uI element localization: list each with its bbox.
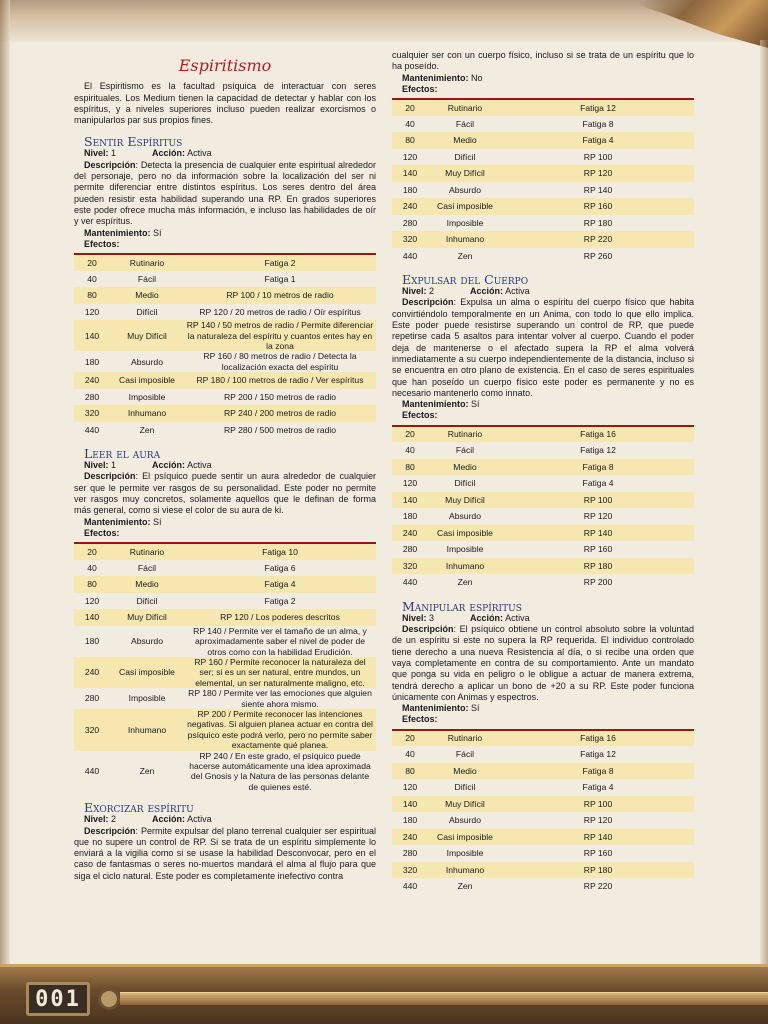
effect-difficulty: Casi imposible	[437, 831, 493, 842]
effect-result: RP 160 / Permite reconocer la naturaleza del ser; si es un ser natural, entre mundos, un elemental, un ser naturalmente maligno, etc.	[194, 656, 366, 688]
mantenimiento-value: Sí	[471, 399, 480, 410]
effect-result: Fatiga 8	[582, 118, 614, 129]
effect-result: RP 100	[583, 494, 613, 505]
effect-row	[392, 508, 694, 525]
effect-row	[392, 248, 694, 265]
effect-threshold: 140	[402, 168, 418, 179]
page-number: 001	[26, 982, 90, 1016]
effect-difficulty: Inhumano	[127, 408, 167, 419]
effect-result: RP 140	[583, 831, 613, 842]
effect-row	[392, 525, 694, 542]
effect-difficulty: Rutinario	[129, 546, 165, 557]
effect-difficulty: Medio	[453, 765, 477, 776]
effect-result: RP 180 / Permite ver las emociones que alguien siente ahora mismo.	[188, 688, 372, 709]
effect-difficulty: Inhumano	[445, 234, 485, 245]
effect-threshold: 280	[84, 693, 100, 704]
power-meta	[74, 460, 376, 471]
effect-row	[392, 541, 694, 558]
effects-table	[392, 425, 694, 591]
effect-threshold: 40	[87, 562, 97, 573]
effect-threshold: 80	[87, 290, 97, 301]
effect-result: RP 160	[583, 544, 613, 555]
effect-threshold: 440	[402, 881, 418, 892]
effect-difficulty: Muy Difícil	[127, 612, 167, 623]
mantenimiento-line	[392, 703, 694, 714]
effect-difficulty: Casi imposible	[437, 201, 493, 212]
effect-result: RP 220	[583, 881, 613, 892]
effect-result: Fatiga 16	[580, 733, 616, 744]
effect-threshold: 240	[84, 375, 100, 386]
descripcion-label: Descripción	[84, 159, 136, 170]
effect-difficulty: Zen	[457, 881, 473, 892]
effect-row	[392, 99, 694, 116]
effect-row	[392, 132, 694, 149]
effect-result: RP 100	[583, 151, 613, 162]
effect-threshold: 180	[402, 184, 418, 195]
effect-row	[74, 609, 376, 626]
power-title: Expulsar del Cuerpo	[402, 272, 529, 288]
effects-table	[392, 729, 694, 895]
effect-result: RP 140 / 50 metros de radio / Permite diferenciar la naturaleza del espíritu y cuantos entes hay en la zona	[186, 320, 374, 351]
effect-threshold: 80	[87, 579, 97, 590]
effects-table	[74, 253, 376, 438]
effect-result: RP 120	[583, 168, 613, 179]
effect-difficulty: Fácil	[455, 118, 475, 129]
effects-table	[74, 542, 376, 792]
accion-label: Acción:	[152, 460, 186, 471]
effect-threshold: 180	[402, 815, 418, 826]
effect-row	[392, 763, 694, 780]
left-column	[74, 52, 376, 882]
effect-threshold: 140	[402, 798, 418, 809]
accion-label: Acción:	[152, 148, 186, 159]
effect-row	[74, 287, 376, 304]
effect-difficulty: Imposible	[128, 391, 166, 402]
nivel-value: 1	[111, 148, 117, 159]
power-description	[74, 471, 376, 516]
effect-result: Fatiga 4	[582, 478, 614, 489]
effect-row	[74, 254, 376, 271]
effect-threshold: 80	[405, 135, 415, 146]
power-section	[74, 801, 376, 882]
efectos-line	[392, 84, 694, 95]
effect-row	[74, 320, 376, 351]
power-meta	[74, 148, 376, 159]
effect-row	[392, 231, 694, 248]
accion-value: Activa	[187, 814, 212, 825]
effect-result: Fatiga 8	[582, 765, 614, 776]
effect-difficulty: Medio	[453, 461, 477, 472]
effect-row	[74, 422, 376, 439]
effect-result: RP 200 / 150 metros de radio	[223, 391, 337, 402]
effect-row	[392, 558, 694, 575]
power-description	[74, 826, 376, 882]
effect-result: RP 240 / En este grado, el psíquico puede hacerse automáticamente una idea aproximada del Gnosis y la Natura de las personas delante de quienes esté.	[189, 750, 371, 792]
nivel-label: Nivel:	[84, 148, 109, 159]
effect-difficulty: Imposible	[446, 848, 484, 859]
efectos-label: Efectos:	[84, 238, 120, 249]
effect-difficulty: Medio	[453, 135, 477, 146]
mantenimiento-value: Sí	[153, 516, 162, 527]
nivel-value: 2	[429, 286, 435, 297]
right-column	[392, 50, 694, 895]
effect-threshold: 120	[402, 151, 418, 162]
effect-result: Fatiga 4	[582, 782, 614, 793]
efectos-label: Efectos:	[402, 714, 438, 725]
effect-result: Fatiga 1	[264, 273, 296, 284]
power-section	[74, 447, 376, 792]
effect-difficulty: Casi imposible	[119, 375, 175, 386]
effect-threshold: 180	[402, 511, 418, 522]
effect-result: RP 180 / 100 metros de radio / Ver espíritus	[196, 375, 364, 386]
nivel-value: 3	[429, 612, 435, 623]
efectos-label: Efectos:	[84, 527, 120, 538]
effects-table	[392, 98, 694, 264]
efectos-line	[392, 410, 694, 421]
effect-result: RP 100	[583, 798, 613, 809]
effect-difficulty: Fácil	[137, 562, 157, 573]
effect-difficulty: Medio	[135, 290, 159, 301]
effect-result: Fatiga 12	[580, 749, 616, 760]
effect-threshold: 120	[84, 595, 100, 606]
effect-difficulty: Zen	[139, 766, 155, 777]
effect-result: RP 140 / Permite ver el tamaño de un alma, y aproximadamente saber el nivel de poder de otros como con la habilidad Erudición.	[193, 625, 367, 657]
effect-row	[74, 389, 376, 406]
effect-result: Fatiga 8	[582, 461, 614, 472]
power-title: Leer el aura	[84, 446, 161, 462]
effect-threshold: 440	[84, 766, 100, 777]
effect-row	[392, 862, 694, 879]
effect-difficulty: Zen	[139, 424, 155, 435]
effect-difficulty: Rutinario	[129, 257, 165, 268]
effect-row	[392, 878, 694, 895]
effect-result: Fatiga 12	[580, 445, 616, 456]
nivel-label: Nivel:	[402, 286, 427, 297]
effect-difficulty: Fácil	[137, 273, 157, 284]
effect-difficulty: Muy Difícil	[127, 330, 167, 341]
effect-row	[74, 576, 376, 593]
effect-row	[392, 149, 694, 166]
effect-row	[74, 372, 376, 389]
effect-row	[74, 751, 376, 793]
effect-threshold: 320	[402, 560, 418, 571]
effect-threshold: 120	[84, 306, 100, 317]
mantenimiento-line	[392, 73, 694, 84]
effect-difficulty: Inhumano	[127, 724, 167, 735]
effect-threshold: 240	[402, 527, 418, 538]
effect-result: RP 180	[583, 864, 613, 875]
effect-threshold: 140	[84, 612, 100, 623]
nivel-label: Nivel:	[402, 612, 427, 623]
page-frame-bottom-band	[120, 992, 768, 1006]
effect-difficulty: Imposible	[128, 693, 166, 704]
effect-threshold: 280	[402, 544, 418, 555]
effect-difficulty: Imposible	[446, 544, 484, 555]
effect-threshold: 20	[87, 257, 97, 268]
effect-threshold: 20	[405, 429, 415, 440]
effect-row	[392, 182, 694, 199]
power-meta	[392, 286, 694, 297]
effect-row	[392, 845, 694, 862]
effect-difficulty: Zen	[457, 250, 473, 261]
descripcion-label: Descripción	[84, 825, 136, 836]
effect-difficulty: Difícil	[136, 595, 158, 606]
effect-threshold: 280	[402, 848, 418, 859]
effect-row	[74, 271, 376, 288]
mantenimiento-label: Mantenimiento:	[84, 516, 151, 527]
effect-result: RP 140	[583, 527, 613, 538]
effect-row	[392, 812, 694, 829]
effect-threshold: 80	[405, 765, 415, 776]
page-title: Espiritismo	[178, 56, 272, 75]
effect-row	[392, 829, 694, 846]
efectos-line	[392, 714, 694, 725]
effect-threshold: 180	[84, 356, 100, 367]
effect-row	[74, 304, 376, 321]
effect-row	[74, 626, 376, 657]
accion-value: Activa	[505, 612, 530, 623]
effect-row	[74, 405, 376, 422]
efectos-label: Efectos:	[402, 410, 438, 421]
effect-row	[74, 560, 376, 577]
effect-difficulty: Rutinario	[447, 429, 483, 440]
power-meta	[74, 814, 376, 825]
intro-paragraph: El Espiritismo es la facultad psíquica de interactuar con seres espirituales. Los Medium tienen la capacidad de detectar y hablar con los espíritus, y a niveles superiores incluso pueden realizar exorcismos o manipularlos par sus propios fines.	[74, 81, 376, 126]
effect-threshold: 20	[405, 733, 415, 744]
effect-threshold: 320	[402, 864, 418, 875]
descripcion-label: Descripción	[402, 624, 454, 635]
effect-threshold: 180	[84, 636, 100, 647]
descripcion-text: : El psíquico obtiene un control absoluto sobre la voluntad de un espíritu si este no supera la RP requerida. El individuo controlado tiene derecho a una nueva Resistencia al día, o si recibe una orden que vaya completamente en contra de su comportamiento. Ante un mandato que ponga su vida en peligro o le obligue a actuar de manera extrema, tendrá derecho a aplicar un bono de +20 a su RP. Este poder funciona únicamente con Animas y espectros.	[392, 624, 694, 702]
effect-difficulty: Difícil	[136, 306, 158, 317]
descripcion-label: Descripción	[402, 297, 454, 308]
efectos-label: Efectos:	[402, 83, 438, 94]
power-description-continued: cualquier ser con un cuerpo físico, incluso si se trata de un espíritu que lo ha poseído.	[392, 50, 694, 72]
effect-difficulty: Zen	[457, 577, 473, 588]
effect-row	[392, 459, 694, 476]
effect-difficulty: Fácil	[455, 445, 475, 456]
power-section	[392, 600, 694, 895]
effect-threshold: 280	[402, 217, 418, 228]
effect-result: RP 160 / 80 metros de radio / Detecta la localización exacta del espíritu	[203, 351, 357, 372]
effect-result: RP 160	[583, 848, 613, 859]
mantenimiento-value: No	[471, 72, 483, 83]
effect-threshold: 280	[84, 391, 100, 402]
effect-result: Fatiga 4	[264, 579, 296, 590]
effect-threshold: 80	[405, 461, 415, 472]
effect-difficulty: Difícil	[454, 782, 476, 793]
accion-label: Acción:	[470, 612, 504, 623]
power-section	[74, 135, 376, 438]
effect-difficulty: Difícil	[454, 151, 476, 162]
effect-result: RP 140	[583, 184, 613, 195]
power-description	[74, 160, 376, 228]
effect-difficulty: Difícil	[454, 478, 476, 489]
effect-row	[392, 116, 694, 133]
effect-threshold: 40	[405, 749, 415, 760]
effect-row	[392, 746, 694, 763]
accion-value: Activa	[187, 148, 212, 159]
power-description	[392, 624, 694, 703]
power-title: Sentir Espíritus	[84, 134, 183, 150]
effect-difficulty: Absurdo	[448, 815, 481, 826]
effect-difficulty: Casi imposible	[437, 527, 493, 538]
effect-threshold: 240	[402, 831, 418, 842]
effect-threshold: 440	[402, 577, 418, 588]
effect-threshold: 120	[402, 478, 418, 489]
effect-row	[74, 657, 376, 688]
effect-threshold: 40	[405, 445, 415, 456]
effect-difficulty: Muy Difícil	[445, 168, 485, 179]
effect-result: RP 220	[583, 234, 613, 245]
effect-threshold: 120	[402, 782, 418, 793]
effect-result: RP 200 / Permite reconocer las intenciones negativas. Si alguien planea actuar en contra del psíquico este podrá verlo, pero no permite saber exactamente qué planea.	[187, 709, 373, 751]
effect-result: Fatiga 16	[580, 429, 616, 440]
mantenimiento-value: Sí	[471, 703, 480, 714]
effect-difficulty: Inhumano	[445, 864, 485, 875]
effect-threshold: 140	[84, 330, 100, 341]
effect-result: RP 180	[583, 217, 613, 228]
effect-difficulty: Rutinario	[447, 733, 483, 744]
effect-difficulty: Inhumano	[445, 560, 485, 571]
effect-row	[392, 165, 694, 182]
descripcion-label: Descripción	[84, 471, 136, 482]
descripcion-text: : Expulsa un alma o espíritu del cuerpo físico que habita convirtiéndolo temporalmente en un Anima, con todo lo que ello implica. Este poder puede resistirse superando un control de RP, que puede repetirse cada 5 asaltos para intentar volver al cuerpo. Cuando el poder deja de mantenerse o el afectado supera la RP el alma volverá inmediatamente a su cuerpo independientemente de la distancia, incluso si se encuentra en otro plano de existencia. En el caso de seres espirituales que han poseído un cuerpo físico este poder es permanente y no es necesario mantenerlo como innato.	[392, 297, 694, 398]
effect-row	[74, 543, 376, 560]
effect-threshold: 320	[402, 234, 418, 245]
effect-threshold: 40	[87, 273, 97, 284]
mantenimiento-label: Mantenimiento:	[84, 227, 151, 238]
effect-row	[74, 351, 376, 372]
effect-row	[74, 593, 376, 610]
nivel-label: Nivel:	[84, 460, 109, 471]
power-meta	[392, 613, 694, 624]
effect-row	[74, 688, 376, 709]
mantenimiento-line	[74, 228, 376, 239]
nivel-value: 2	[111, 814, 117, 825]
effect-result: RP 160	[583, 201, 613, 212]
effect-row	[392, 492, 694, 509]
effect-result: RP 120 / 20 metros de radio / Oír espíritus	[199, 306, 361, 317]
effect-row	[392, 796, 694, 813]
effect-result: RP 280 / 500 metros de radio	[223, 424, 337, 435]
effect-threshold: 140	[402, 494, 418, 505]
effect-result: Fatiga 10	[262, 546, 298, 557]
effect-difficulty: Casi imposible	[119, 667, 175, 678]
accion-value: Activa	[187, 460, 212, 471]
effect-threshold: 20	[87, 546, 97, 557]
effect-difficulty: Absurdo	[448, 511, 481, 522]
effect-difficulty: Absurdo	[130, 636, 163, 647]
effect-row	[392, 730, 694, 747]
effect-difficulty: Medio	[135, 579, 159, 590]
mantenimiento-label: Mantenimiento:	[402, 703, 469, 714]
effect-difficulty: Rutinario	[447, 102, 483, 113]
effect-threshold: 240	[84, 667, 100, 678]
accion-value: Activa	[505, 286, 530, 297]
effect-result: RP 120 / Los poderes descritos	[220, 612, 340, 623]
effect-row	[74, 709, 376, 751]
effect-row	[392, 215, 694, 232]
efectos-line	[74, 528, 376, 539]
effect-threshold: 20	[405, 102, 415, 113]
accion-label: Acción:	[152, 814, 186, 825]
effect-row	[392, 442, 694, 459]
effect-result: RP 120	[583, 815, 613, 826]
effect-threshold: 320	[84, 408, 100, 419]
gear-icon	[98, 988, 120, 1010]
descripcion-text: : Detecta la presencia de cualquier ente espiritual alrededor del personaje, pero no da información sobre la localización del ser ni permite diferenciar entre distintos espíritus. Los seres dentro del área pueden resistir esta habilidad superando una RP. En grados superiores este poder ofrece mucha más información, e incluso las habilidades de oír y ver espíritus.	[74, 159, 376, 227]
effect-row	[392, 426, 694, 443]
effect-result: Fatiga 6	[264, 562, 296, 573]
effect-threshold: 440	[402, 250, 418, 261]
effect-row	[392, 475, 694, 492]
effect-difficulty: Absurdo	[448, 184, 481, 195]
effect-threshold: 40	[405, 118, 415, 129]
descripcion-text: : Permite expulsar del plano terrenal cualquier ser espiritual que no supere un control de RP. Si se trata de un espíritu simplemente lo enviará a la vigilia como si se usase la habilidad Desconvocar, pero en el caso de fantasmas o seres no-muertos mandará el alma al flujo para que siga el ciclo natural. Este poder es completamente inefectivo contra	[74, 825, 376, 881]
effect-result: RP 120	[583, 511, 613, 522]
effect-row	[392, 198, 694, 215]
power-section	[392, 273, 694, 591]
nivel-value: 1	[111, 460, 117, 471]
efectos-line	[74, 239, 376, 250]
effect-result: Fatiga 12	[580, 102, 616, 113]
effect-threshold: 440	[84, 424, 100, 435]
effect-result: Fatiga 4	[582, 135, 614, 146]
mantenimiento-label: Mantenimiento:	[402, 72, 469, 83]
effect-difficulty: Imposible	[446, 217, 484, 228]
effect-result: RP 180	[583, 560, 613, 571]
effect-difficulty: Muy Difícil	[445, 798, 485, 809]
effect-result: Fatiga 2	[264, 595, 296, 606]
mantenimiento-line	[392, 399, 694, 410]
mantenimiento-value: Sí	[153, 227, 162, 238]
effect-difficulty: Fácil	[455, 749, 475, 760]
power-title: Exorcizar espíritu	[84, 800, 194, 816]
effect-result: Fatiga 2	[264, 257, 296, 268]
effect-difficulty: Absurdo	[130, 356, 163, 367]
effect-result: RP 240 / 200 metros de radio	[223, 408, 337, 419]
effect-row	[392, 574, 694, 591]
accion-label: Acción:	[470, 286, 504, 297]
power-description	[392, 297, 694, 399]
effect-result: RP 260	[583, 250, 613, 261]
effect-threshold: 320	[84, 724, 100, 735]
effect-result: RP 100 / 10 metros de radio	[226, 290, 334, 301]
page-frame-right	[760, 40, 768, 980]
power-title: Manipular espíritus	[402, 598, 522, 614]
mantenimiento-line	[74, 517, 376, 528]
effect-row	[392, 779, 694, 796]
nivel-label: Nivel:	[84, 814, 109, 825]
mantenimiento-label: Mantenimiento:	[402, 399, 469, 410]
descripcion-text: : El psíquico puede sentir un aura alrededor de cualquier ser que le permite ver rasgos de su personalidad. Este poder no permite ver rasgos muy concretos, solamente aquellos que le definan de forma más general, como si viese el color de su aura de ki.	[74, 471, 376, 516]
effect-result: RP 200	[583, 577, 613, 588]
effect-difficulty: Muy Difícil	[445, 494, 485, 505]
page-frame-left	[0, 0, 10, 1024]
effect-threshold: 240	[402, 201, 418, 212]
